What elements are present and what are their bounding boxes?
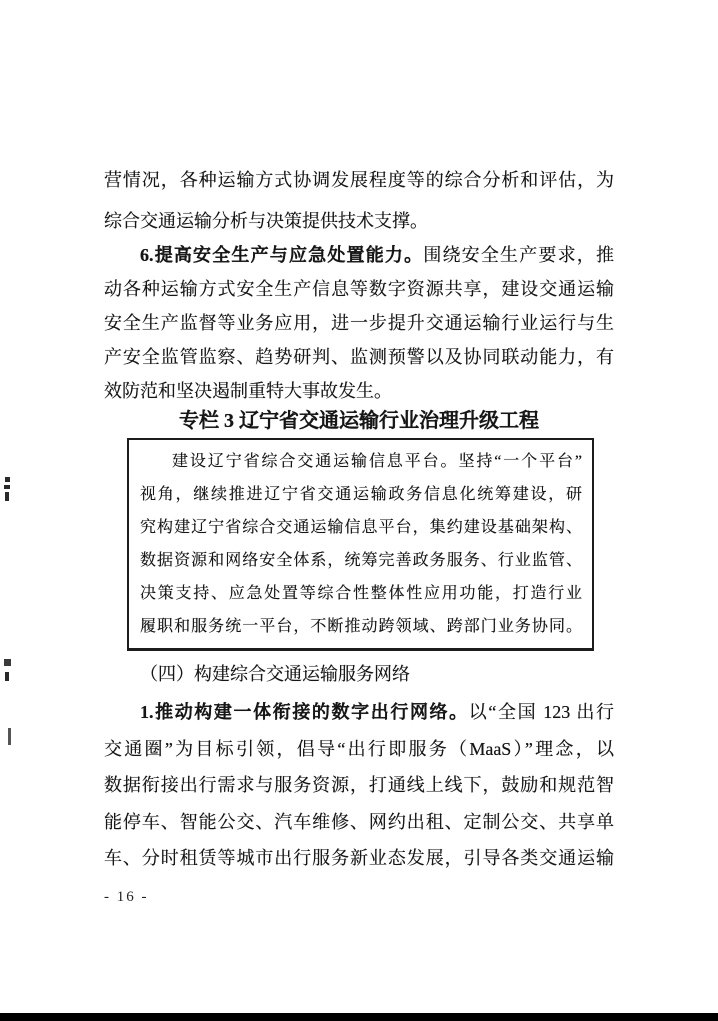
box-text-line: 数据资源和网络安全体系，统筹完善政务服务、行业监管、	[140, 552, 582, 569]
box-text-line: 履职和服务统一平台，不断推动跨领域、跨部门业务协同。	[140, 618, 582, 635]
column-3-heading: 专栏 3 辽宁省交通运输行业治理升级工程	[179, 410, 539, 432]
page-number: - 16 -	[104, 889, 149, 905]
box-text-line: 决策支持、应急处置等综合性整体性应用功能，打造行业	[140, 585, 582, 602]
page-bottom-edge	[0, 1013, 718, 1021]
scan-artifact	[5, 672, 9, 681]
paragraph-6-lead-rest: 围绕安全生产要求，推	[423, 245, 614, 265]
scan-artifact	[5, 492, 9, 501]
section-heading-text: （四）构建综合交通运输服务网络	[140, 664, 410, 684]
body-text-line: 动各种运输方式安全生产信息等数字资源共享，建设交通运输	[104, 279, 614, 299]
body-text-line: 能停车、智能公交、汽车维修、网约出租、定制公交、共享单	[104, 811, 614, 832]
box-text-line: 视角，继续推进辽宁省交通运输政务信息化统筹建设，研	[140, 486, 582, 503]
scan-artifact	[4, 659, 11, 666]
body-text-line: 产安全监管监察、趋势研判、监测预警以及协同联动能力，有	[104, 347, 614, 367]
body-text-line: 安全生产监督等业务应用，进一步提升交通运输行业运行与生	[104, 313, 614, 333]
paragraph-1-bold-lead: 1.推动构建一体衔接的数字出行网络。	[140, 702, 469, 722]
body-text-line: 数据衔接出行需求与服务资源，打通线上线下，鼓励和规范智	[104, 775, 614, 795]
column-3-box	[127, 438, 594, 651]
paragraph-continuation	[104, 160, 614, 242]
paragraph-1-lead-rest: 以“全国 123 出行	[468, 702, 614, 722]
scan-artifact	[4, 485, 10, 489]
body-text-line	[104, 238, 614, 272]
section-4-heading	[104, 659, 614, 689]
paragraph-1-travel-network	[104, 694, 614, 877]
body-text-line: 交通圈”为目标引领，倡导“出行即服务（MaaS）”理念，以	[104, 738, 614, 759]
scan-artifact	[5, 477, 10, 482]
paragraph-6-safety	[104, 238, 614, 408]
paragraph-6-bold-lead: 6.提高安全生产与应急处置能力。	[140, 245, 424, 265]
body-text-line: 营情况，各种运输方式协调发展程度等的综合分析和评估，为	[104, 170, 614, 190]
body-text-line	[104, 694, 614, 731]
box-text-line: 建设辽宁省综合交通运输信息平台。坚持“一个平台”	[172, 453, 582, 470]
box-text-line: 究构建辽宁省综合交通运输信息平台，集约建设基础架构、	[140, 519, 582, 536]
body-text-line: 车、分时租赁等城市出行服务新业态发展，引导各类交通运输	[104, 848, 614, 868]
scan-artifact	[8, 728, 11, 745]
body-text-line: 综合交通运输分析与决策提供技术支撑。	[104, 211, 428, 231]
body-text-line: 效防范和坚决遏制重特大事故发生。	[104, 381, 392, 401]
